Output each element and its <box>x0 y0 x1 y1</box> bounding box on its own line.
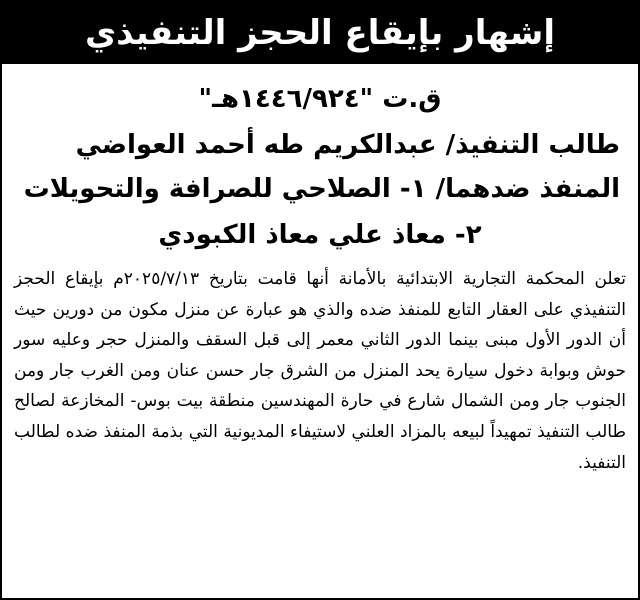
applicant-line: طالب التنفيذ/ عبدالكريم طه أحمد العواضي <box>75 130 620 160</box>
respondent-line-2: ٢- معاذ علي معاذ الكبودي <box>158 220 482 250</box>
notice-title: إشهار بإيقاع الحجز التنفيذي <box>2 2 638 64</box>
case-reference: ق.ت "١٤٤٦/٩٢٤هـ" <box>198 84 442 114</box>
notice-body: تعلن المحكمة التجارية الابتدائية بالأمانة أنها قامت بتاريخ ٢٠٢٥/٧/١٣م بإيقاع الحجز التنفيذي على العقار التابع للمنفذ ضده والذي هو عبارة عن منزل مكون من دورين حيث أن الدور الأول مبنى بينما الدور الثاني معمر إلى قبل السقف والمنزل حجر وعليه سور حوش وبوابة دخول سيارة يحد المنزل من الشرق جار حسن عنان ومن الغرب جار ومن الجنوب جار ومن الشمال شارع في حارة المهندسين منطقة بيت بوس- المخازعة لصالح طالب التنفيذ تمهيداً لبيعه بالمزاد العلني لاستيفاء المديونية التي بذمة المنفذ ضده لطالب التنفيذ. <box>14 269 626 473</box>
respondent-line-1: المنفذ ضدهما/ ١- الصلاحي للصرافة والتحويلات <box>23 174 620 204</box>
